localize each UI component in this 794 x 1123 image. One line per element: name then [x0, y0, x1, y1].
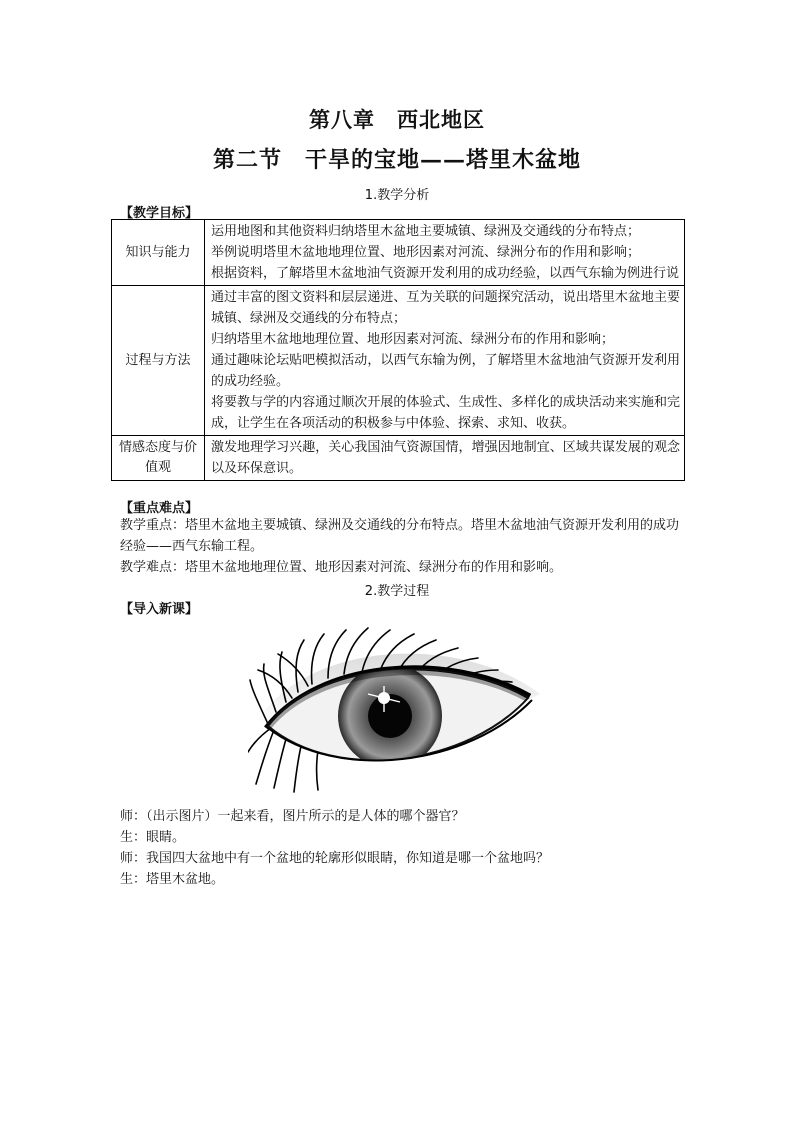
dialog-line: 生：塔里木盆地。 [120, 872, 225, 887]
content-line: 运用地图和其他资料归纳塔里木盆地主要城镇、绿洲及交通线的分布特点； [211, 224, 641, 239]
dialog-line: 师：（出示图片）一起来看，图片所示的是人体的哪个器官？ [120, 809, 465, 824]
intro-heading: 【导入新课】 [120, 602, 199, 617]
content-line: 将要教与学的内容通过顺次开展的体验式、生成性、多样化的成块活动来实施和完成，让学生在各项活动的积极参与中体验、探索、求知、收获。 [211, 395, 680, 431]
eye-illustration [248, 624, 548, 800]
chapter-title: 第八章 西北地区 [309, 107, 485, 132]
row-label: 过程与方法 [112, 286, 205, 436]
content-line: 根据资料，了解塔里木盆地油气资源开发利用的成功经验，以西气东输为例进行说 [211, 266, 680, 281]
content-line: 通过丰富的图文资料和层层递进、互为关联的问题探究活动，说出塔里木盆地主要城镇、绿洲及交通线的分布特点； [211, 290, 680, 326]
difficulty-paragraph: 教学难点：塔里木盆地地理位置、地形因素对河流、绿洲分布的作用和影响。 [120, 560, 563, 575]
analysis-heading: 1.教学分析 [364, 188, 430, 203]
table-row [112, 436, 685, 481]
content-line: 通过趣味论坛贴吧模拟活动，以西气东输为例，了解塔里木盆地油气资源开发利用的成功经验。 [211, 353, 680, 389]
key-point-paragraph: 教学重点：塔里木盆地主要城镇、绿洲及交通线的分布特点。塔里木盆地油气资源开发利用的成功经验——西气东输工程。 [120, 518, 680, 554]
row-content [205, 220, 685, 286]
row-content [205, 436, 685, 481]
content-line: 举例说明塔里木盆地地理位置、地形因素对河流、绿洲分布的作用和影响； [211, 245, 641, 260]
objectives-heading: 【教学目标】 [120, 206, 199, 221]
dialog-line: 师：我国四大盆地中有一个盆地的轮廓形似眼睛，你知道是哪一个盆地吗？ [120, 851, 550, 866]
row-content [205, 286, 685, 436]
row-label: 知识与能力 [112, 220, 205, 286]
table-row [112, 286, 685, 436]
process-heading: 2.教学过程 [364, 584, 430, 599]
table-row [112, 220, 685, 286]
key-points-heading: 【重点难点】 [120, 501, 199, 516]
content-line: 归纳塔里木盆地地理位置、地形因素对河流、绿洲分布的作用和影响； [211, 332, 615, 347]
section-title: 第二节 干旱的宝地——塔里木盆地 [212, 147, 581, 173]
content-line: 激发地理学习兴趣，关心我国油气资源国情，增强因地制宜、区域共谋发展的观念以及环保意识。 [211, 440, 680, 476]
row-label: 情感态度与价值观 [112, 436, 205, 481]
dialog-line: 生：眼睛。 [120, 830, 186, 845]
objectives-table [111, 219, 685, 481]
